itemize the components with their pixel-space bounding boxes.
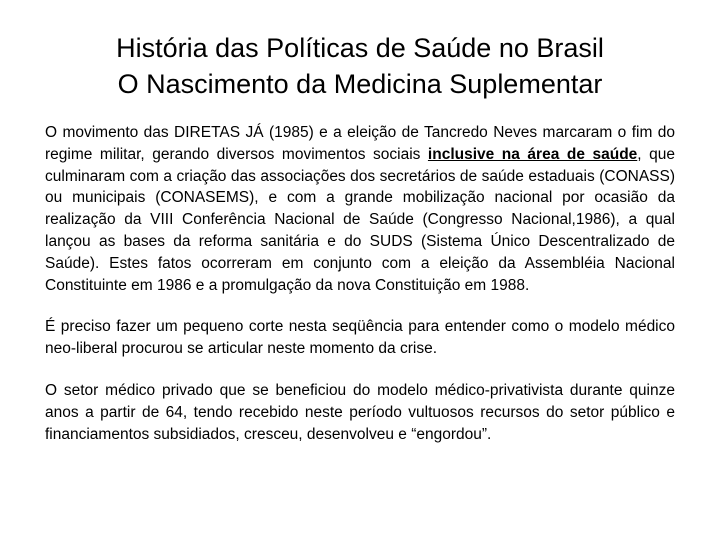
title-line-1: História das Políticas de Saúde no Brasil xyxy=(116,33,604,63)
paragraph-1-rest: , que culminaram com a criação das associações dos secretários de saúde estaduais (CONASS) ou municipais (CONASEMS), e com a grande mobilização nacional por ocasião da realização da VIII Conferência Nacional de Saúde (Congresso Nacional,1986), a qual lançou as bases da reforma sanitária e do SUDS (Sistema Único Descentralizado de Saúde). Estes fatos ocorreram em conjunto com a eleição da Assembléia Nacional Constituinte em 1986 e a promulgação da nova Constituição em 1988. xyxy=(45,145,675,294)
title-line-2: O Nascimento da Medicina Suplementar xyxy=(117,69,603,99)
paragraph-1 xyxy=(45,122,675,296)
paragraph-1-emphasis: inclusive na área de saúde xyxy=(427,145,638,163)
slide-title xyxy=(0,30,720,102)
paragraph-2: É preciso fazer um pequeno corte nesta seqüência para entender como o modelo médico neo-liberal procurou se articular neste momento da crise. xyxy=(45,318,675,358)
paragraph-3: O setor médico privado que se beneficiou do modelo médico-privativista durante quinze anos a partir de 64, tendo recebido neste período vultuosos recursos do setor público e financiamentos subsidiados, cresceu, desenvolveu e “engordou”. xyxy=(45,381,675,443)
paragraph-1-lead: O movimento das DIRETAS JÁ (1985) e a eleição de Tancredo Neves marcaram o fim do regime militar, gerando diversos movimentos sociais xyxy=(45,124,675,163)
slide-body xyxy=(45,122,675,445)
